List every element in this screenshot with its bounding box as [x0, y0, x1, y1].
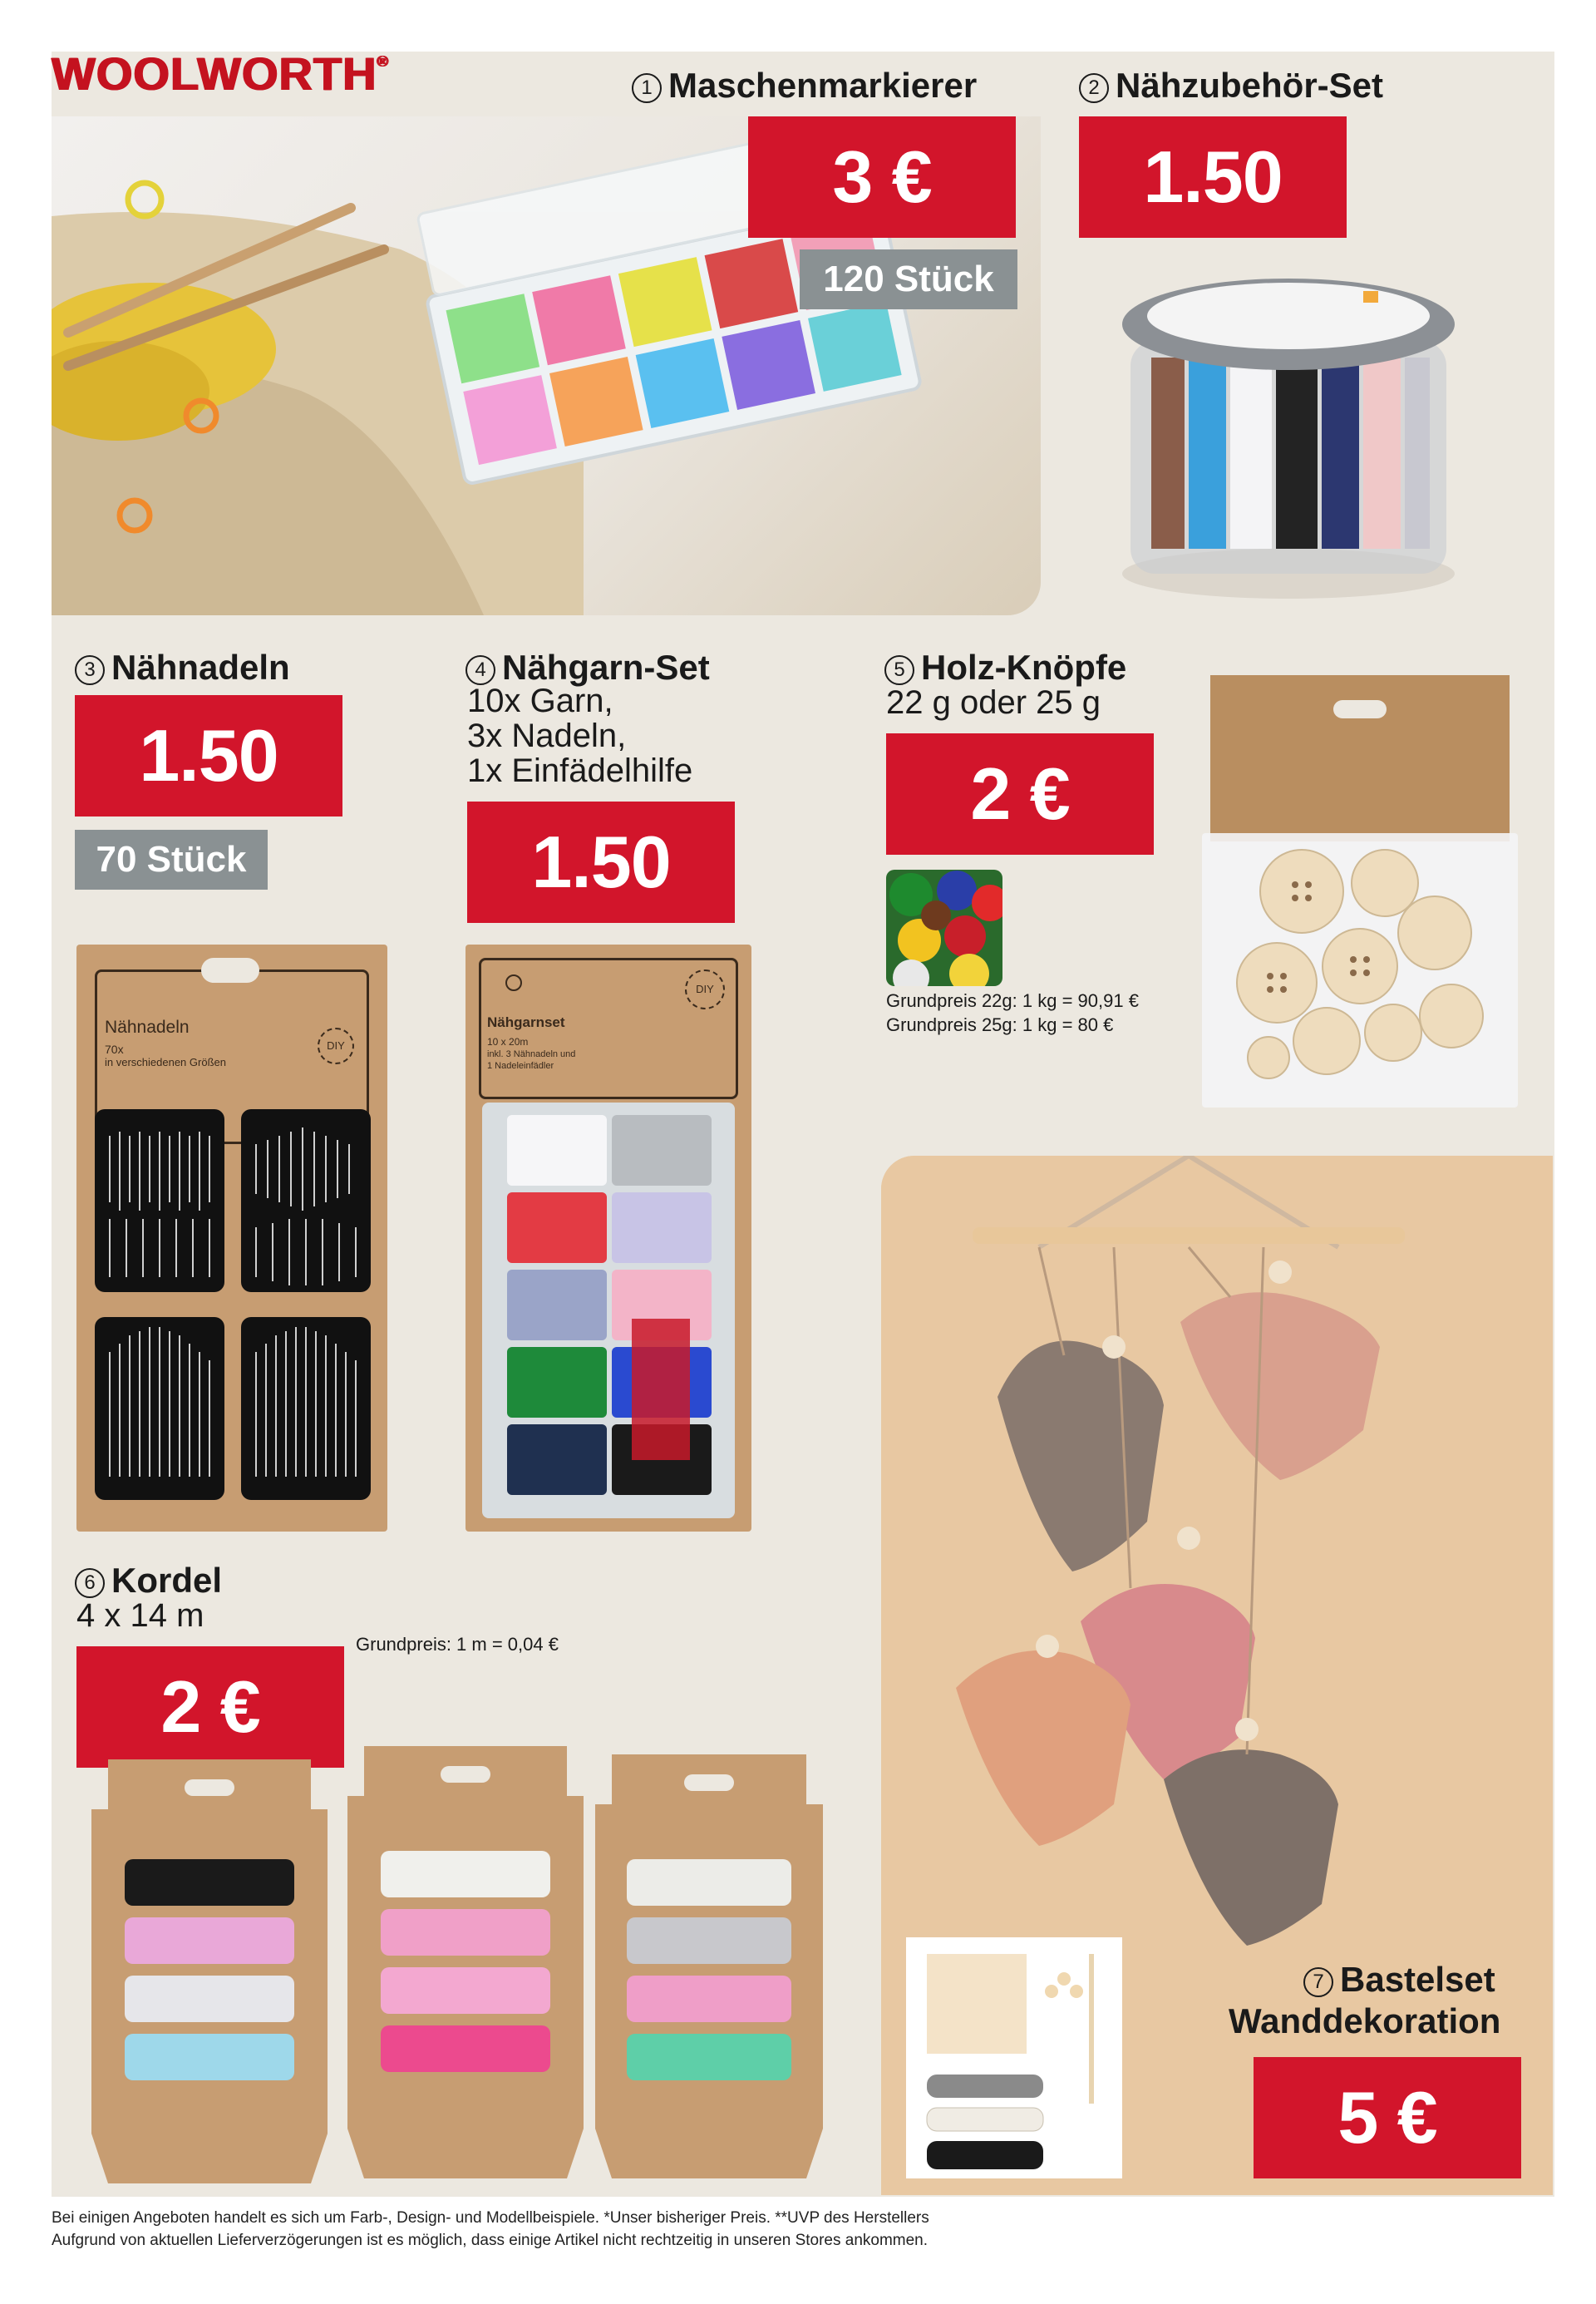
thread-card-sub2: inkl. 3 Nähnadeln und — [487, 1049, 576, 1059]
woolworth-logo[interactable]: WOOLWORTH® — [52, 47, 389, 100]
thread-card-sub1: 10 x 20m — [487, 1036, 529, 1048]
product-6-base-price: Grundpreis: 1 m = 0,04 € — [356, 1634, 559, 1655]
product-1-price: 3 € — [748, 116, 1016, 238]
product-3-quantity: 70 Stück — [75, 830, 268, 890]
product-4-line-2: 3x Nadeln, — [467, 718, 627, 754]
product-5-weight: 22 g oder 25 g — [886, 684, 1101, 721]
thread-set-card — [466, 945, 751, 1532]
diy-badge-2: DIY — [685, 969, 725, 1009]
wooden-buttons-bag — [1202, 675, 1518, 1108]
needles-card-title: Nähnadeln — [105, 1018, 190, 1037]
thread-card-sub3: 1 Nadeleinfädler — [487, 1061, 554, 1071]
product-1-quantity: 120 Stück — [800, 249, 1017, 309]
product-7-title: 7 Bastelset — [1303, 1962, 1495, 1997]
needles-card — [76, 945, 387, 1532]
product-4-price: 1.50 — [467, 802, 735, 923]
needles-card-sub1: 70x — [105, 1043, 124, 1056]
diy-badge: DIY — [318, 1028, 354, 1064]
sewing-kit-photo — [1114, 266, 1463, 615]
product-6-length: 4 x 14 m — [76, 1597, 204, 1634]
product-4-line-3: 1x Einfädelhilfe — [467, 752, 693, 789]
cord-card-1 — [91, 1759, 328, 2183]
product-2-price: 1.50 — [1079, 116, 1347, 238]
footer-line-1: Bei einigen Angeboten handelt es sich um Farb-, Design- und Modellbeispiele. *Unser bisheriger Preis. **UVP des Herstellers — [52, 2209, 929, 2227]
colored-buttons-thumbnail — [886, 870, 1002, 986]
product-3-title: 3 Nähnadeln — [75, 650, 290, 685]
product-7-price: 5 € — [1254, 2057, 1521, 2178]
product-5-title: 5 Holz-Knöpfe — [884, 650, 1126, 685]
product-4-line-1: 10x Garn, — [467, 683, 613, 719]
cord-card-3 — [595, 1754, 823, 2178]
footer-line-2: Aufgrund von aktuellen Lieferverzögerungen ist es möglich, dass einige Artikel nicht rechtzeitig in unseren Stores ankommen. — [52, 2231, 929, 2249]
cord-card-2 — [347, 1746, 584, 2178]
product-1-title: 1 Maschenmarkierer — [632, 68, 977, 103]
needles-card-sub2: in verschiedenen Größen — [105, 1056, 226, 1068]
product-7-title-line-2: Wanddekoration — [1229, 2001, 1501, 2040]
thread-card-title: Nähgarnset — [487, 1014, 565, 1030]
product-5-price: 2 € — [886, 733, 1154, 855]
product-2-title: 2 Nähzubehör-Set — [1079, 68, 1383, 103]
product-6-price: 2 € — [76, 1646, 344, 1768]
product-6-title: 6 Kordel — [75, 1563, 222, 1598]
footer-disclaimer — [52, 2208, 929, 2252]
product-5-base-price-2: Grundpreis 25g: 1 kg = 80 € — [886, 1014, 1114, 1035]
product-4-title: 4 Nähgarn-Set — [466, 650, 710, 685]
product-5-base-price-1: Grundpreis 22g: 1 kg = 90,91 € — [886, 990, 1139, 1011]
product-3-price: 1.50 — [75, 695, 342, 817]
